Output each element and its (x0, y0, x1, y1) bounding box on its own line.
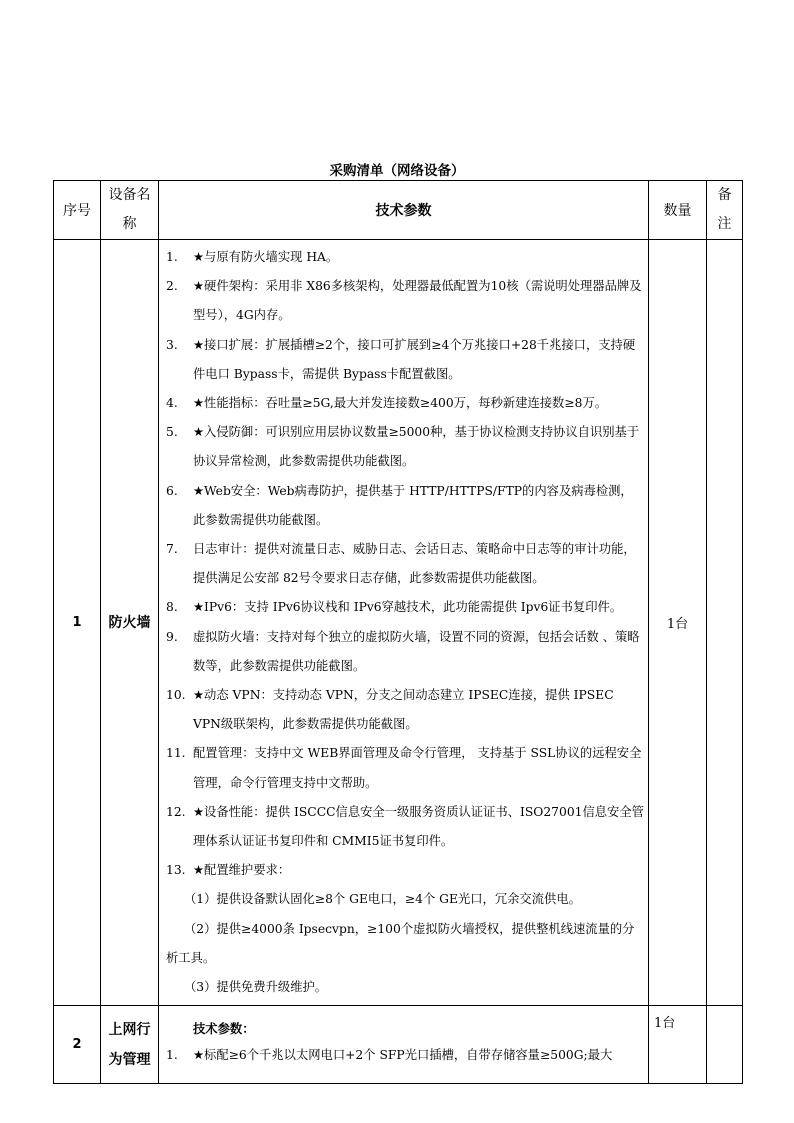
star-icon: ★ (193, 425, 205, 440)
sub-item: （2）提供≥4000条 Ipsecvpn，≥100个虚拟防火墙授权，提供整机线速流量的分析工具。 (166, 921, 635, 965)
row-device-name-line1: 上网行 (108, 1021, 151, 1038)
list-item: 3. ★接口扩展：扩展插槽≥2个，接口可扩展到≥4个万兆接口+28千兆接口，支持硬件电口 Bypass卡，需提供 Bypass卡配置截图。 (166, 337, 636, 381)
header-remark-line1: 备 (717, 187, 732, 203)
star-icon: ★ (193, 337, 205, 352)
header-name (101, 181, 159, 240)
list-item: 9. 虚拟防火墙：支持对每个独立的虚拟防火墙，设置不同的资源，包括会话数 、策略数等，此参数需提供功能截图。 (166, 629, 640, 673)
star-icon: ★ (193, 688, 205, 703)
list-item: 8. ★IPv6：支持 IPv6协议栈和 IPv6穿越技术，此功能需提供 Ipv6证书复印件。 (166, 600, 623, 615)
list-item: 2. ★硬件架构：采用非 X86多核架构，处理器最低配置为10核（需说明处理器品牌及型号），4G内存。 (166, 279, 642, 323)
row-remark (707, 240, 743, 1006)
row-device-name-line2: 为管理 (108, 1051, 151, 1068)
list-item: 5. ★入侵防御：可识别应用层协议数量≥5000种，基于协议检测支持协议自识别基于协议异常检测，此参数需提供功能截图。 (166, 425, 640, 469)
list-item: 1. ★与原有防火墙实现 HA。 (166, 250, 339, 264)
star-icon: ★ (193, 279, 205, 294)
list-item: 10. ★动态 VPN：支持动态 VPN，分支之间动态建立 IPSEC连接，提供 IPSEC VPN级联架构，此参数需提供功能截图。 (166, 688, 614, 732)
document-title: 采购清单（网络设备） (329, 163, 465, 179)
params-heading: 技术参数： (193, 1022, 255, 1037)
list-item: 12. ★设备性能：提供 ISCCC信息安全一级服务资质认证证书、ISO27001信息安全管理体系认证证书复印件和 CMMI5证书复印件。 (166, 804, 644, 849)
row-remark (707, 1006, 743, 1084)
list-item: 6. ★Web安全：Web病毒防护，提供基于 HTTP/HTTPS/FTP的内容及病毒检测，此参数需提供功能截图。 (166, 483, 633, 527)
header-remark-line2: 注 (717, 216, 732, 232)
star-icon: ★ (193, 396, 205, 411)
list-item: 11. 配置管理：支持中文 WEB界面管理及命令行管理， 支持基于 SSL协议的远程安全管理，命令行管理支持中文帮助。 (166, 746, 642, 790)
star-icon: ★ (193, 250, 205, 264)
list-item: 7. 日志审计：提供对流量日志、威胁日志、会话日志、策略命中日志等的审计功能，提供满足公安部 82号令要求日志存储，此参数需提供功能截图。 (166, 542, 636, 586)
row-qty: 1台 (649, 1006, 707, 1084)
row-params (159, 240, 649, 1006)
list-item: 4. ★性能指标：吞吐量≥5G,最大并发连接数≥400万，每秒新建连接数≥8万。 (166, 396, 608, 411)
star-icon: ★ (193, 600, 205, 615)
star-icon: ★ (193, 483, 205, 498)
header-name-line1: 设备名 (108, 187, 151, 203)
header-qty: 数量 (649, 181, 707, 240)
star-icon: ★ (193, 1048, 205, 1063)
table-row (54, 240, 743, 1006)
star-icon: ★ (193, 804, 205, 819)
procurement-table (53, 180, 743, 1084)
list-item: 1. ★标配≥6个千兆以太网电口+2个 SFP光口插槽，自带存储容量≥500G;最大 (166, 1048, 613, 1063)
sub-item: （1）提供设备默认固化≥8个 GE电口，≥4个 GE光口，冗余交流供电。 (184, 892, 581, 907)
row-device-name: 防火墙 (101, 240, 159, 1006)
header-name-line2: 称 (122, 216, 137, 232)
row-seq: 2 (54, 1006, 101, 1084)
row-seq: 1 (54, 240, 101, 1006)
header-params: 技术参数 (159, 181, 649, 240)
table-row (54, 1006, 743, 1084)
row-device-name (101, 1006, 159, 1084)
row-qty: 1台 (649, 240, 707, 1006)
list-item: 13. ★配置维护要求： (166, 863, 291, 878)
header-seq: 序号 (54, 181, 101, 240)
header-remark (707, 181, 743, 240)
star-icon: ★ (193, 863, 205, 878)
sub-item: （3）提供免费升级维护。 (184, 980, 328, 995)
header-row (54, 181, 743, 240)
row-params (159, 1006, 649, 1084)
